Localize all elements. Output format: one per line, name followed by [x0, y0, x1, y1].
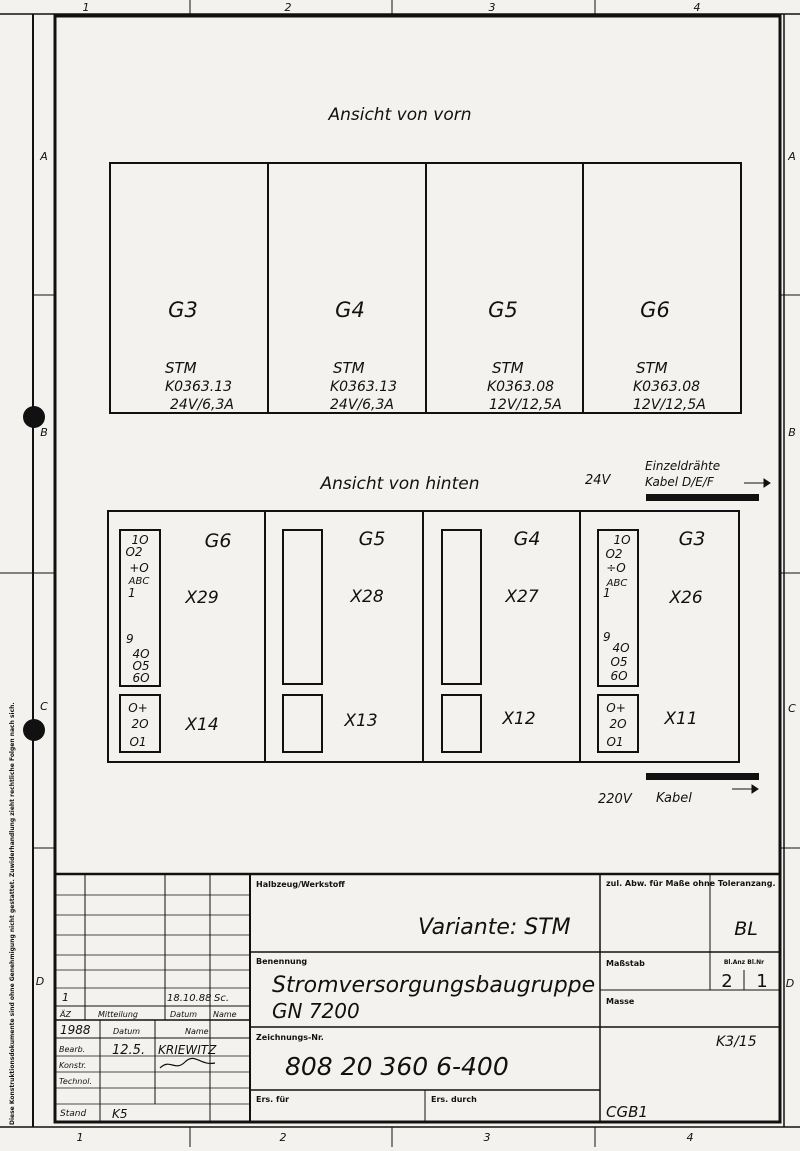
- tolerance-value: BL: [734, 918, 758, 940]
- material-label: Halbzeug/Werkstoff: [256, 880, 345, 889]
- pin-label: O1: [129, 735, 147, 749]
- revision-index: 1: [62, 991, 69, 1004]
- header-datum: Datum: [170, 1010, 198, 1019]
- connector-label: X11: [664, 709, 698, 729]
- connector-label: X27: [505, 587, 539, 607]
- cable-bar-top: [646, 494, 759, 501]
- pin-label: 9: [126, 632, 134, 646]
- rear-view: [108, 511, 739, 762]
- zone-row-d-right: D: [785, 977, 795, 990]
- pin-label: +O: [129, 561, 149, 575]
- zone-col-3-bottom: 3: [483, 1131, 491, 1144]
- connector-label: X14: [185, 715, 219, 735]
- front-module-g3: [165, 298, 234, 413]
- pin-label: 9: [603, 630, 611, 644]
- module-rating: 12V/12,5A: [633, 397, 706, 413]
- cable-bar-bottom: [646, 773, 759, 780]
- module-name: G4: [335, 298, 365, 322]
- header-datum-2: Datum: [113, 1027, 141, 1036]
- replaces-label: Ers. für: [256, 1095, 290, 1104]
- sheet-label: Bl.Anz Bl.Nr: [723, 959, 765, 966]
- stand-value: K5: [112, 1107, 128, 1121]
- zone-row-d: D: [35, 975, 45, 988]
- title-block: [55, 874, 780, 1122]
- document-code: K3/15: [716, 1034, 757, 1050]
- module-type: STM: [165, 359, 197, 377]
- mass-label: Masse: [606, 997, 635, 1006]
- signature: [160, 1058, 215, 1068]
- zone-row-a-right: A: [788, 150, 796, 163]
- designation-line1: Stromversorgungsbaugruppe: [272, 973, 596, 998]
- pin-label: 2O: [609, 717, 627, 731]
- front-module-g5: [487, 298, 562, 413]
- zone-col-1: 1: [82, 1, 90, 14]
- module-part-number: K0363.08: [633, 379, 701, 395]
- note-220v: 220V: [598, 792, 632, 807]
- zone-col-1-bottom: 1: [76, 1131, 84, 1144]
- zone-row-a: A: [40, 150, 48, 163]
- drawing-number: 808 20 360 6-400: [285, 1052, 509, 1081]
- note-cable: Kabel D/E/F: [645, 475, 714, 489]
- module-type: STM: [636, 359, 668, 377]
- pin-label: O5: [610, 655, 628, 669]
- bearb-date: 12.5.: [112, 1043, 146, 1058]
- pin-label: O1: [606, 735, 624, 749]
- front-module-g4: [330, 298, 397, 413]
- rear-module-g4: [442, 528, 540, 752]
- connector-label: X12: [502, 709, 536, 729]
- bearb-name: KRIEWITZ: [158, 1043, 217, 1057]
- note-wires: Einzeldrähte: [645, 459, 721, 473]
- pin-label: 2O: [131, 717, 149, 731]
- module-type: STM: [492, 359, 524, 377]
- module-name: G6: [204, 530, 232, 552]
- zone-col-2-bottom: 2: [279, 1131, 287, 1144]
- konstr-label: Konstr.: [59, 1061, 87, 1070]
- sheet-number: 1: [756, 971, 768, 992]
- year: 1988: [60, 1023, 91, 1037]
- connector-label: X13: [344, 711, 378, 731]
- organization-code: CGB1: [606, 1103, 648, 1121]
- pin-label: O2: [605, 547, 623, 561]
- module-name: G5: [358, 528, 386, 550]
- module-rating: 12V/12,5A: [489, 397, 562, 413]
- rear-module-g5: [283, 528, 385, 752]
- arrow-right-icon: [744, 479, 770, 487]
- module-rating: 24V/6,3A: [330, 397, 394, 413]
- connector-x12: [442, 695, 481, 752]
- zone-row-c-right: C: [788, 702, 796, 715]
- pin-label: O2: [125, 545, 143, 559]
- zone-col-4: 4: [693, 1, 701, 14]
- pin-label: ABC: [128, 576, 150, 587]
- replaced-by-label: Ers. durch: [431, 1095, 477, 1104]
- zone-row-c: C: [40, 700, 48, 713]
- note-220v-cable: Kabel: [656, 791, 692, 806]
- arrow-right-icon: [732, 785, 758, 793]
- zone-row-b: B: [40, 426, 48, 439]
- variant-value: Variante: STM: [418, 915, 571, 940]
- pin-label: ÷O: [606, 561, 626, 575]
- rear-module-g6: [120, 530, 231, 752]
- pin-label: O5: [132, 659, 150, 673]
- module-name: G3: [678, 528, 706, 550]
- module-rating: 24V/6,3A: [170, 397, 234, 413]
- module-name: G3: [168, 298, 198, 322]
- pin-label: O+: [606, 701, 626, 715]
- tolerance-label: zul. Abw. für Maße ohne Toleranzang.: [606, 879, 776, 888]
- module-name: G4: [513, 528, 541, 550]
- header-az: ÄZ: [60, 1010, 71, 1019]
- zone-row-b-right: B: [788, 426, 796, 439]
- note-24v: 24V: [585, 473, 611, 488]
- module-part-number: K0363.13: [330, 379, 398, 395]
- connector-x28: [283, 530, 322, 684]
- module-name: G6: [640, 298, 670, 322]
- module-part-number: K0363.13: [165, 379, 233, 395]
- header-mitteilung: Mitteilung: [98, 1010, 138, 1019]
- pin-label: 1: [128, 586, 136, 600]
- rear-module-g3: [598, 528, 705, 752]
- punch-hole-icon: [23, 406, 45, 428]
- zone-col-3: 3: [488, 1, 496, 14]
- connector-label: X26: [669, 588, 703, 608]
- pin-label: O+: [128, 701, 148, 715]
- front-view-title: Ansicht von vorn: [328, 105, 472, 125]
- revision-name: Sc.: [214, 993, 230, 1004]
- technol-label: Technol.: [59, 1077, 93, 1086]
- module-name: G5: [488, 298, 518, 322]
- pin-label: 4O: [612, 641, 630, 655]
- zone-col-2: 2: [284, 1, 292, 14]
- zone-col-4-bottom: 4: [686, 1131, 694, 1144]
- module-type: STM: [333, 359, 365, 377]
- front-module-g6: [633, 298, 706, 413]
- rear-view-title: Ansicht von hinten: [320, 474, 480, 494]
- module-part-number: K0363.08: [487, 379, 555, 395]
- designation-label: Benennung: [256, 957, 308, 966]
- connector-label: X28: [350, 587, 384, 607]
- connector-x13: [283, 695, 322, 752]
- header-name-2: Name: [185, 1027, 209, 1036]
- front-view: [110, 163, 741, 413]
- designation-line2: GN 7200: [272, 999, 360, 1023]
- side-legal-note: Diese Konstruktionsdokumente sind ohne Genehmigung nicht gestattet. Zuwiderhandlung zieht rechtliche Folgen nach sich.: [9, 702, 16, 1125]
- bearb-label: Bearb.: [59, 1045, 86, 1054]
- pin-label: ABC: [606, 578, 628, 589]
- pin-label: 1: [603, 586, 611, 600]
- drawing-number-label: Zeichnungs-Nr.: [256, 1033, 324, 1042]
- stand-label: Stand: [60, 1109, 87, 1119]
- pin-label: 1O: [613, 533, 631, 547]
- pin-label: 6O: [610, 669, 628, 683]
- revision-date: 18.10.88: [167, 993, 212, 1004]
- pin-label: 6O: [132, 671, 150, 685]
- connector-x27: [442, 530, 481, 684]
- sheet-count: 2: [721, 971, 733, 992]
- scale-label: Maßstab: [606, 959, 645, 968]
- header-name: Name: [213, 1010, 237, 1019]
- connector-label: X29: [185, 588, 219, 608]
- punch-hole-icon: [23, 719, 45, 741]
- pin-label: 1O: [131, 533, 149, 547]
- pin-label: 4O: [132, 647, 150, 661]
